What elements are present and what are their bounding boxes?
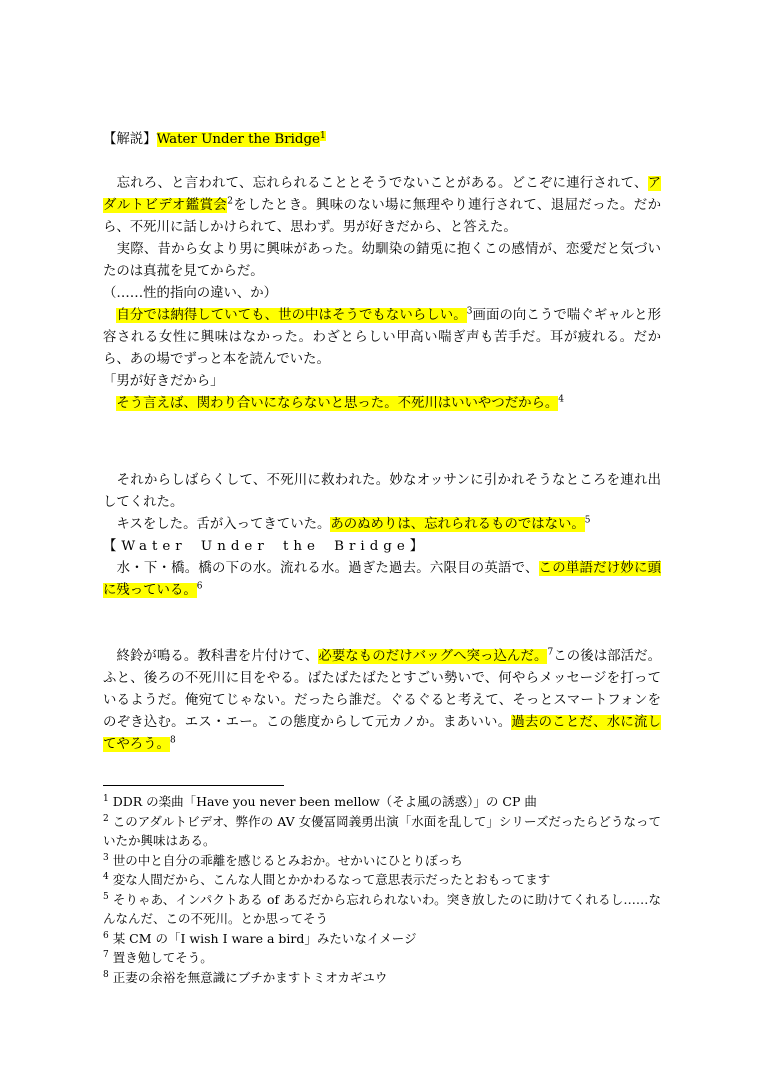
text-run: 画面の向こうで喘ぐギャルと形容される女性に興味はなかった。わざとらしい甲高い喘ぎ声も苦手だ。耳が疲れる。だから、あの場でずっと本を読んでいた。 [103, 308, 662, 367]
highlighted-text: 過去のことだ、水に流してやろう。 [103, 715, 662, 752]
blank-lines [103, 415, 661, 470]
footnote-number: 4 [103, 871, 109, 882]
text-run: 終鈴が鳴る。教科書を片付けて、 [103, 649, 319, 664]
blank-lines [103, 602, 661, 646]
document-content [103, 129, 661, 987]
heading [103, 129, 661, 151]
text-run: 水・下・橋。橋の下の水。流れる水。過ぎた過去。六限目の英語で、 [103, 561, 539, 576]
blank-lines [103, 151, 661, 173]
footnote-ref: 2 [227, 196, 233, 207]
footnote [103, 870, 661, 890]
footnote-text: 置き勉してそう。 [108, 950, 213, 965]
footnote-text: DDR の楽曲「Have you never been mellow（そよ風の誘惑）」の CP 曲 [108, 794, 537, 809]
highlighted-text: そう言えば、関わり合いにならないと思った。不死川はいいやつだから。 [116, 396, 559, 411]
footnote-number: 2 [103, 813, 109, 824]
footnote [103, 968, 661, 988]
highlighted-text: Water Under the Bridge [156, 132, 320, 147]
footnote [103, 929, 661, 949]
text-run: キスをした。舌が入ってきていた。 [103, 517, 331, 532]
highlighted-text: あのぬめりは、忘れられるものではない。 [330, 517, 585, 532]
text-run: それからしばらくして、不死川に救われた。妙なオッサンに引かれそうなところを連れ出してくれた。 [103, 473, 661, 510]
footnotes-section [103, 792, 661, 987]
text-run: 【Water Under the Bridge】 [103, 539, 429, 554]
paragraph [103, 470, 661, 514]
paragraph [103, 305, 661, 371]
spaced-heading [103, 536, 661, 558]
text-run: 【解説】 [103, 132, 157, 147]
footnote-ref: 5 [584, 515, 591, 526]
footnote-number: 7 [103, 949, 109, 960]
footnote-number: 3 [103, 852, 109, 863]
footnote-ref: 3 [466, 306, 473, 317]
text-run: 忘れろ、と言われて、忘れられることとそうでないことがある。どこぞに連行されて、 [103, 176, 648, 191]
footnote-text: 変な人間だから、こんな人間とかかわるなって意思表示だったとおもってます [108, 872, 551, 887]
paragraph [103, 283, 661, 305]
paragraph [103, 239, 661, 283]
paragraph [103, 558, 661, 602]
highlighted-text: この単語だけ妙に頭に残っている。 [103, 561, 662, 598]
footnote-text: 某 CM の「I wish I ware a bird」みたいなイメージ [108, 930, 417, 946]
footnote [103, 792, 661, 812]
footnote-number: 6 [103, 930, 109, 941]
footnote-number: 1 [103, 793, 109, 804]
paragraph [103, 393, 661, 415]
footnote-text: このアダルトビデオ、弊作の AV 女優冨岡義勇出演「水面を乱して」シリーズだったらどうなっていたか興味はある。 [103, 813, 661, 848]
footnote-ref: 6 [196, 581, 203, 592]
highlighted-text: 自分では納得していても、世の中はそうでもないらしい。 [116, 308, 467, 323]
footnote [103, 851, 661, 871]
highlighted-text: 必要なものだけバッグへ突っ込んだ。 [318, 649, 548, 664]
footnote-ref: 4 [558, 394, 565, 405]
footnote-number: 5 [103, 891, 109, 902]
footnote-text: 正妻の余裕を無意識にブチかますトミオカギユウ [108, 969, 388, 985]
text-run [103, 396, 116, 411]
text-run: （……性的指向の違い、か） [103, 286, 278, 301]
text-run: 「男が好きだから」 [103, 374, 224, 389]
text-run: 実際、昔から女より男に興味があった。幼馴染の錆兎に抱くこの感情が、恋愛だと気づいたのは真菰を見てからだ。 [103, 242, 661, 279]
footnote-text: そりゃあ、インパクトある of あるだから忘れられないわ。突き放したのに助けてくれるし……なんなんだ、この不死川。とか思ってそう [103, 891, 661, 926]
footnote-separator [103, 785, 284, 786]
document-body [103, 129, 661, 756]
footnote-ref: 8 [169, 735, 176, 746]
paragraph [103, 371, 661, 393]
footnote [103, 948, 661, 968]
footnote-number: 8 [103, 969, 109, 980]
footnote-ref: 1 [319, 130, 326, 141]
paragraph [103, 173, 661, 239]
footnote [103, 890, 661, 929]
footnote-ref: 7 [547, 647, 554, 658]
paragraph [103, 514, 661, 536]
footnote [103, 812, 661, 851]
footnote-text: 世の中と自分の乖離を感じるとみおか。せかいにひとりぼっち [108, 852, 463, 868]
paragraph [103, 646, 661, 756]
text-run [103, 308, 116, 323]
text-run: この後は部活だ。ふと、後ろの不死川に目をやる。ばたばたばたとすごい勢いで、何やらメッセージを打っているようだ。俺宛てじゃない。だったら誰だ。ぐるぐると考えて、そっとスマートフォンをのぞき込む。エス・エー。この態度からして元カノか。まあいい。 [103, 649, 662, 730]
highlighted-text: アダルトビデオ鑑賞会 [103, 176, 661, 213]
text-run: をしたとき。興味のない場に無理やり連行されて、退屈だった。だから、不死川に話しかけられて、思わず。男が好きだから、と答えた。 [103, 198, 661, 235]
